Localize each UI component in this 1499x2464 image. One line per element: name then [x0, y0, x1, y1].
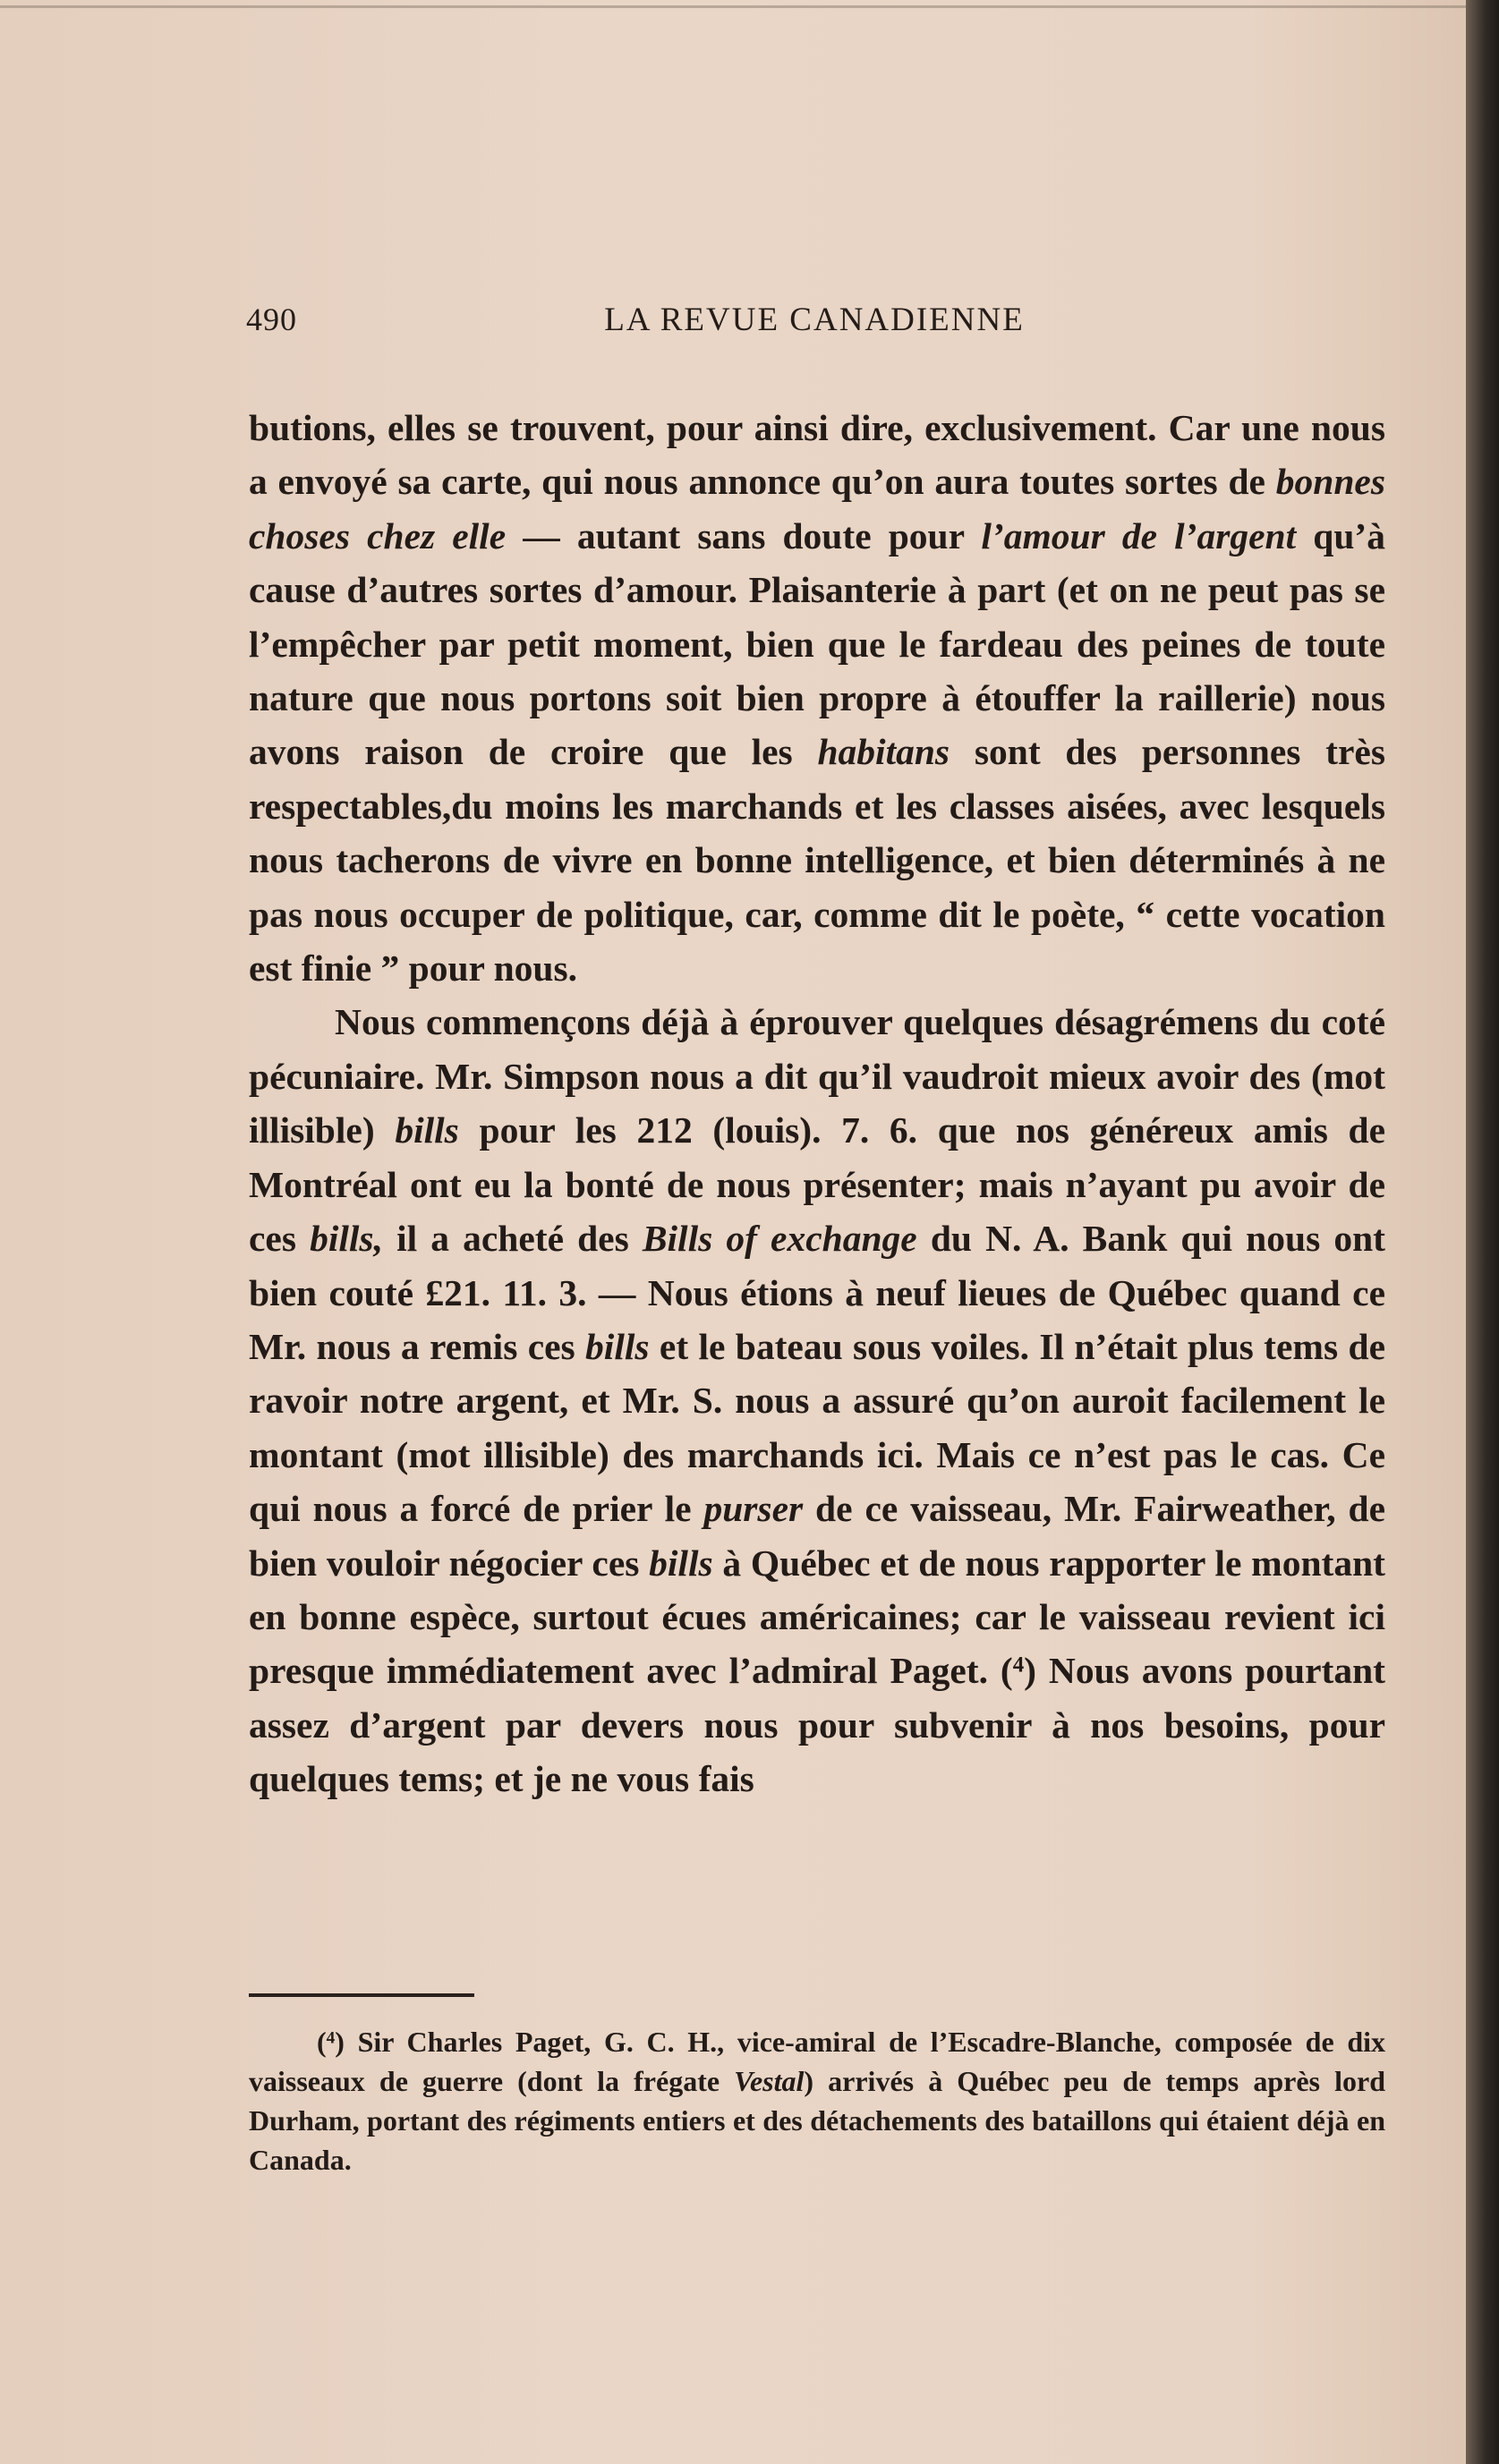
text-run: ) Nous avons pourtant assez d’argent par devers nous pour subvenir à nos besoins, pour quelques tems; et je ne vous fais — [249, 1650, 1385, 1800]
footnote-paren: ) — [335, 2026, 345, 2058]
italic-run: bills, — [310, 1218, 383, 1260]
italic-run: l’amour de l’argent — [981, 514, 1297, 557]
text-run: qu’à cause d’autres sortes d’amour. Plaisanterie à part (et on ne peut pas se l’empêcher par petit moment, bien que le fardeau des peines de toute nature que nous portons soit bien propre à étouffer la raillerie) nous avons raison de croire que les — [249, 514, 1385, 773]
paragraph-2 — [249, 995, 1385, 1806]
text-run: sont des personnes très respectables,du moins les marchands et les classes aisées, avec lesquels nous tacherons de vivre en bonne intelligence, et bien déterminés à ne pas nous occuper de politique, car, comme dit le poète, “ cette vocation est finie ” pour nous. — [249, 731, 1385, 990]
paragraph-1 — [249, 401, 1385, 995]
text-run: butions, elles se trouvent, pour ainsi dire, exclusivement. Car une nous a envoyé sa carte, qui nous annonce qu’on aura toutes sortes de — [249, 407, 1385, 503]
italic-run: bills — [585, 1325, 650, 1367]
italic-run: bills — [649, 1542, 713, 1584]
text-run: Sir Charles Paget, G. C. H., vice-amiral de l’Escadre-Blanche, composée de dix vaisseaux de guerre (dont la frégate — [249, 2026, 1385, 2097]
footnote-reference: 4 — [1012, 1653, 1025, 1678]
footnote-paren: ( — [317, 2026, 327, 2058]
footnote-marker: 4 — [326, 2028, 336, 2048]
footnote-separator — [249, 1993, 474, 1997]
book-spine-shadow — [1466, 0, 1499, 2464]
text-run: de ce vaisseau, Mr. Fairweather, de bien vouloir négocier ces — [249, 1488, 1385, 1584]
italic-run: Bills of exchange — [642, 1218, 917, 1260]
italic-run: bonnes choses chez elle — [249, 461, 1385, 557]
page-top-edge — [0, 5, 1466, 8]
text-run: et le bateau sous voiles. Il n’était plus tems de ravoir notre argent, et Mr. S. nous a assuré qu’on auroit facilement le montant (mot illisible) des marchands ici. Mais ce n’est pas le cas. Ce qui nous a forcé de prier le — [249, 1325, 1385, 1530]
footnote — [249, 2022, 1385, 2179]
text-run: du N. A. Bank qui nous ont bien couté £21. 11. 3. — Nous étions à neuf lieues de Québec quand ce Mr. nous a remis ces — [249, 1218, 1385, 1367]
italic-run: purser — [703, 1488, 804, 1530]
text-run: — autant sans doute pour — [506, 514, 982, 557]
italic-run: Vestal — [734, 2065, 805, 2097]
page-number: 490 — [246, 302, 297, 337]
text-run: ) arrivés à Québec peu de temps après lord Durham, portant des régiments entiers et des détachements des bataillons qui étaient déjà en Canada. — [249, 2065, 1386, 2176]
text-run: à Québec et de nous rapporter le montant en bonne espèce, surtout écues américaines; car le vaisseau revient ici presque immédiatement avec l’admiral Paget. ( — [249, 1542, 1385, 1692]
page-header — [246, 301, 1383, 354]
text-run: Nous commençons déjà à éprouver quelques désagrémens du coté pécuniaire. Mr. Simpson nous a dit qu’il vaudroit mieux avoir des (mot illisible) — [249, 1001, 1385, 1151]
italic-run: habitans — [817, 731, 950, 773]
text-run: il a acheté des — [382, 1218, 643, 1260]
running-head: LA REVUE CANADIENNE — [604, 302, 1025, 338]
body-text — [249, 401, 1385, 1806]
text-run: pour les 212 (louis). 7. 6. que nos généreux amis de Montréal ont eu la bonté de nous présenter; mais n’ayant pu avoir de ces — [249, 1109, 1386, 1260]
italic-run: bills — [395, 1109, 459, 1151]
